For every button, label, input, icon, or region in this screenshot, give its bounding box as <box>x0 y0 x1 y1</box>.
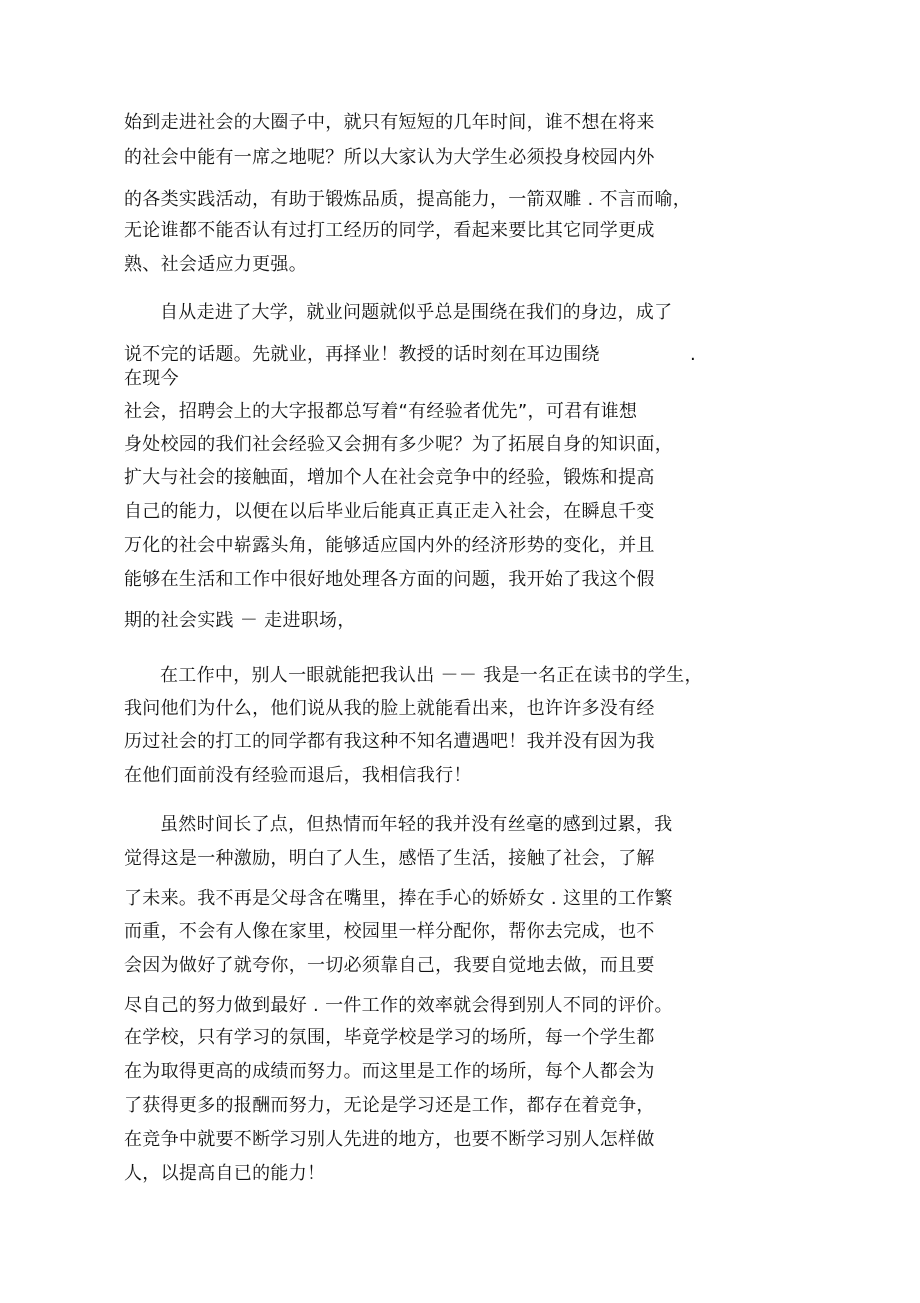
text-line: 自己的能力，以便在以后毕业后能真正真正走入社会，在瞬息千变 <box>124 501 655 522</box>
text-line: 会因为做好了就夸你，一切必须靠自己，我要自觉地去做，而且要 <box>124 955 655 976</box>
text-line: 说不完的话题。先就业，再择业！教授的话时刻在耳边围绕 <box>124 344 600 365</box>
text-line: 期的社会实践 － 走进职场， <box>124 610 356 631</box>
text-line: 在现今 <box>124 368 179 389</box>
text-line: 的各类实践活动，有助于锻炼品质，提高能力，一箭双雕 . 不言而喻， <box>124 189 692 210</box>
text-line: 在学校，只有学习的氛围，毕竟学校是学习的场所，每一个学生都 <box>124 1027 655 1048</box>
text-line: 尽自己的努力做到最好 . 一件工作的效率就会得到别人不同的评价。 <box>124 995 673 1016</box>
text-line: 能够在生活和工作中很好地处理各方面的问题，我开始了我这个假 <box>124 569 655 590</box>
paragraph-start-line: 在工作中，别人一眼就能把我认出 －－ 我是一名正在读书的学生， <box>160 665 703 686</box>
punctuation-fragment: . <box>690 344 696 365</box>
text-line: 身处校园的我们社会经验又会拥有多少呢？为了拓展自身的知识面， <box>124 434 673 455</box>
paragraph-start-line: 虽然时间长了点，但热情而年轻的我并没有丝毫的感到过累，我 <box>160 814 673 835</box>
text-line: 觉得这是一种激励，明白了人生，感悟了生活，接触了社会，了解 <box>124 848 655 869</box>
text-line: 历过社会的打工的同学都有我这种不知名遭遇吧！我并没有因为我 <box>124 731 655 752</box>
text-line: 我问他们为什么，他们说从我的脸上就能看出来，也许许多没有经 <box>124 698 655 719</box>
text-line: 在竞争中就要不断学习别人先进的地方，也要不断学习别人怎样做 <box>124 1129 655 1150</box>
text-line: 无论谁都不能否认有过打工经历的同学，看起来要比其它同学更成 <box>124 220 655 241</box>
paragraph-start-line: 自从走进了大学，就业问题就似乎总是围绕在我们的身边，成了 <box>160 302 673 323</box>
text-line: 而重，不会有人像在家里，校园里一样分配你，帮你去完成，也不 <box>124 921 655 942</box>
text-line: 了未来。我不再是父母含在嘴里，捧在手心的娇娇女 . 这里的工作繁 <box>124 888 673 909</box>
text-line: 在为取得更高的成绩而努力。而这里是工作的场所，每个人都会为 <box>124 1061 655 1082</box>
text-line: 了获得更多的报酬而努力，无论是学习还是工作，都存在着竞争， <box>124 1095 655 1116</box>
text-line: 万化的社会中崭露头角，能够适应国内外的经济形势的变化，并且 <box>124 535 655 556</box>
text-line: 熟、社会适应力更强。 <box>124 254 307 275</box>
text-line: 始到走进社会的大圈子中，就只有短短的几年时间，谁不想在将来 <box>124 112 655 133</box>
text-line: 在他们面前没有经验而退后，我相信我行！ <box>124 765 472 786</box>
text-line: 人，以提高自已的能力！ <box>124 1163 326 1184</box>
text-line: 扩大与社会的接触面，增加个人在社会竞争中的经验，锻炼和提高 <box>124 467 655 488</box>
text-line: 社会，招聘会上的大字报都总写着“有经验者优先”，可君有谁想 <box>124 401 638 422</box>
text-line: 的社会中能有一席之地呢？所以大家认为大学生必须投身校园内外 <box>124 147 655 168</box>
